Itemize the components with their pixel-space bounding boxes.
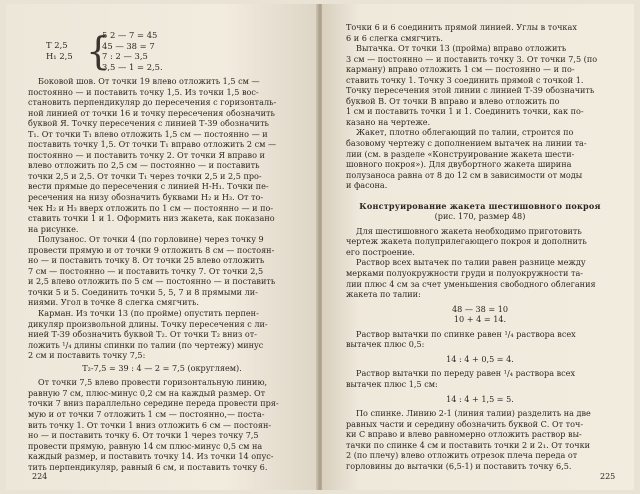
text-line: казано на чертеже. [346, 116, 431, 127]
text-line: становить перпендикуляр до пересечения с горизонталь- [28, 97, 277, 108]
text-line: От точки 7,5 влево провести горизонтальную линию, [38, 377, 268, 388]
text-line: провести прямую и от точки 9 отложить 8 см — постоян- [28, 244, 275, 255]
text-line: ложить ¹/₄ длины спинки по талии (по чертежу) минус [28, 339, 264, 350]
text-line: полузаноса равна от 8 до 12 см в зависимости от моды [346, 169, 583, 180]
text-line: лии (см. в разделе «Конструирование жакета шести- [346, 148, 575, 159]
right-page [322, 4, 634, 490]
text-line: Точку пересечения этой линии с линией Т-39 обозначить [346, 85, 595, 96]
text-line: нией Т-39 обозначить буквой Т₂. От точки Т₂ вниз от- [28, 329, 257, 340]
calculation-line: 48 — 38 = 10 [451, 303, 509, 314]
text-line: постоянно — и поставить точку 2. От точки Я вправо и [28, 149, 265, 160]
text-line: каждый размер, и поставить точку 14. Из точки 14 опус- [28, 451, 274, 462]
text-line: буквой Я. Точку пересечения с линией Т-39 обозначить [28, 118, 269, 129]
text-line: Полузанос. От точки 4 (по горловине) через точку 9 [38, 234, 264, 245]
text-line: но — и поставить точку 8. От точки 25 влево отложить [28, 255, 265, 266]
text-line: карману) вправо отложить 1 см — постоянно — и по- [346, 64, 575, 75]
text-line: ниями. Угол в точке 8 слегка смягчить. [28, 297, 199, 308]
text-line: лии плюс 4 см за счет уменьшения свободного облегания [346, 278, 596, 289]
text-line: базовому чертежу с дополнением вытачек на линии та- [346, 138, 587, 149]
text-line: провести прямую, равную 14 см плюс-минус 0,5 см на [28, 440, 263, 451]
left-body-text [28, 76, 296, 472]
text-line: Т₁. От точки Т₁ влево отложить 1,5 см — постоянно — и [28, 128, 268, 139]
formula-line: Т₂-7,5 = 39 : 4 — 2 = 7,5 (округляем). [82, 362, 242, 373]
text-line: чек Н₂ и Н₃ вверх отложить по 1 см — постоянно — и по- [28, 202, 274, 213]
text-line: ресечения на низу обозначить буквами Н₂ и Н₃. От то- [28, 192, 264, 203]
text-line: буквой В. От точки В вправо и влево отложить по [346, 95, 560, 106]
text-line: жакета по талии: [346, 289, 421, 300]
formula-rhs [102, 30, 212, 72]
text-line: дикуляр произвольной длины. Точку пересечения с ли- [28, 318, 268, 329]
calculation-line: 14 : 4 + 0,5 = 4. [446, 353, 514, 364]
text-line: 3 см — постоянно — и поставить точку 3. От точки 7,5 (по [346, 53, 598, 64]
text-line: тить перпендикуляр, равный 6 см, и поставить точку 6. [28, 461, 268, 472]
text-line: По спинке. Линию 2-1 (линия талии) разделить на две [356, 408, 591, 419]
text-line: шовного покроя»). Для двубортного жакета ширина [346, 159, 572, 170]
calculation-line: 10 + 4 = 14. [453, 314, 507, 325]
text-line: 6 и 6 слегка смягчить. [346, 32, 443, 43]
brace-symbol: { [86, 29, 111, 73]
text-line: вытачек плюс 0,5: [346, 339, 425, 350]
section-heading: Конструирование жакета шестишовного покроя [359, 200, 601, 211]
formula-rhs-line: 45 — 38 = 7 [102, 40, 155, 51]
calculation-line: 14 : 4 + 1,5 = 5. [446, 393, 514, 404]
text-line: на рисунке. [28, 223, 79, 234]
text-line: равных части и середину обозначить буквой С. От точ- [346, 418, 584, 429]
formula-rhs-line: 7 : 2 — 3,5 [102, 51, 148, 61]
text-line: точки 7 вниз параллельно середине переда провести пря- [28, 398, 279, 409]
text-line: ки С вправо и влево равномерно отложить раствор вы- [346, 429, 582, 440]
text-line: мую и от точки 7 отложить 1 см — постоянно,— поста- [28, 408, 265, 419]
formula-lhs-line: Н₁ 2,5 [46, 50, 73, 61]
text-line: ставить точки 1 и 1. Оформить низ жакета, как показано [28, 213, 275, 224]
text-line: вести прямые до пересечения с линией Н-Н₁. Точки пе- [28, 181, 269, 192]
text-line: равную 7 см, плюс-минус 0,2 см на каждый размер. От [28, 387, 266, 398]
text-line: Жакет, плотно облегающий по талии, строится по [356, 127, 574, 138]
text-line: и фасона. [346, 180, 388, 191]
text-line: но — и поставить точку 6. От точки 1 через точку 7,5 [28, 430, 259, 441]
text-line: вытачек плюс 1,5 см: [346, 378, 438, 389]
text-line: 7 см — постоянно — и поставить точку 7. От точки 2,5 [28, 265, 264, 276]
text-line: чертеж жакета полуприлегающего покроя и дополнить [346, 236, 587, 247]
text-line: влево отложить по 2,5 см — постоянно — и поставить [28, 160, 260, 171]
text-line: Раствор вытачки по переду равен ¹/₄ раствора всех [356, 368, 576, 379]
right-body-text [346, 22, 614, 471]
text-line: ной линией от точки 16 и точку пересечения обозначить [28, 107, 275, 118]
text-line: его построение. [346, 246, 415, 257]
formula-rhs-line: 5 2 — 7 = 45 [102, 30, 158, 40]
text-line: тачки по спинке 4 см и поставить точки 2 и 2₁. От точки [346, 439, 591, 450]
left-page [6, 4, 318, 490]
text-line: Карман. Из точки 13 (по пройме) опустить перпен- [38, 308, 259, 319]
formula-lhs [46, 40, 86, 61]
text-line: Боковой шов. От точки 19 влево отложить 1,5 см — [38, 76, 260, 86]
text-line: постоянно — и поставить точку 1,5. Из точки 1,5 вос- [28, 86, 259, 97]
page-number-right: 225 [600, 472, 616, 481]
text-line: горловины до вытачки (6,5-1) и поставить точку 6,5. [346, 460, 572, 471]
text-line: Для шестишовного жакета необходимо приготовить [356, 225, 582, 236]
text-line: Вытачка. От точки 13 (пройма) вправо отложить [356, 43, 567, 54]
page-number-left: 224 [32, 472, 48, 481]
section-reference: (рис. 170, размер 48) [434, 211, 526, 222]
open-book [6, 4, 634, 490]
text-line: ставить точку 1. Точку 3 соединить прямой с точкой 1. [346, 74, 584, 85]
text-line: 1 см и поставить точки 1 и 1. Соединить точки, как по- [346, 106, 584, 117]
formula-lhs-line: Т 2,5 [46, 40, 68, 50]
text-line: 2 (по плечу) влево отложить отрезок плеча переда от [346, 450, 578, 461]
text-line: 2 см и поставить точку 7,5: [28, 350, 146, 361]
text-line: Точки 6 и 6 соединить прямой линией. Углы в точках [346, 22, 577, 32]
text-line: точки 5 и 5. Соединить точки 5, 5, 7 и 8 прямыми ли- [28, 286, 258, 297]
text-line: вить точку 1. От точки 1 вниз отложить 6 см — постоян- [28, 419, 272, 430]
text-line: мерками полуокружности груди и полуокружности та- [346, 268, 584, 279]
text-line: и 2,5 влево отложить по 5 см — постоянно — и поставить [28, 276, 276, 287]
text-line: точки 2,5 и 2,5. От точки Т₁ через точки 2,5 и 2,5 про- [28, 170, 262, 181]
text-line: Раствор всех вытачек по талии равен разнице между [356, 257, 586, 268]
text-line: Раствор вытачки по спинке равен ¹/₄ раствора всех [356, 328, 576, 339]
text-line: поставить точку 1,5. От точки Т₁ вправо отложить 2 см — [28, 139, 277, 150]
formula-rhs-line: 3,5 — 1 = 2,5. [102, 61, 163, 72]
